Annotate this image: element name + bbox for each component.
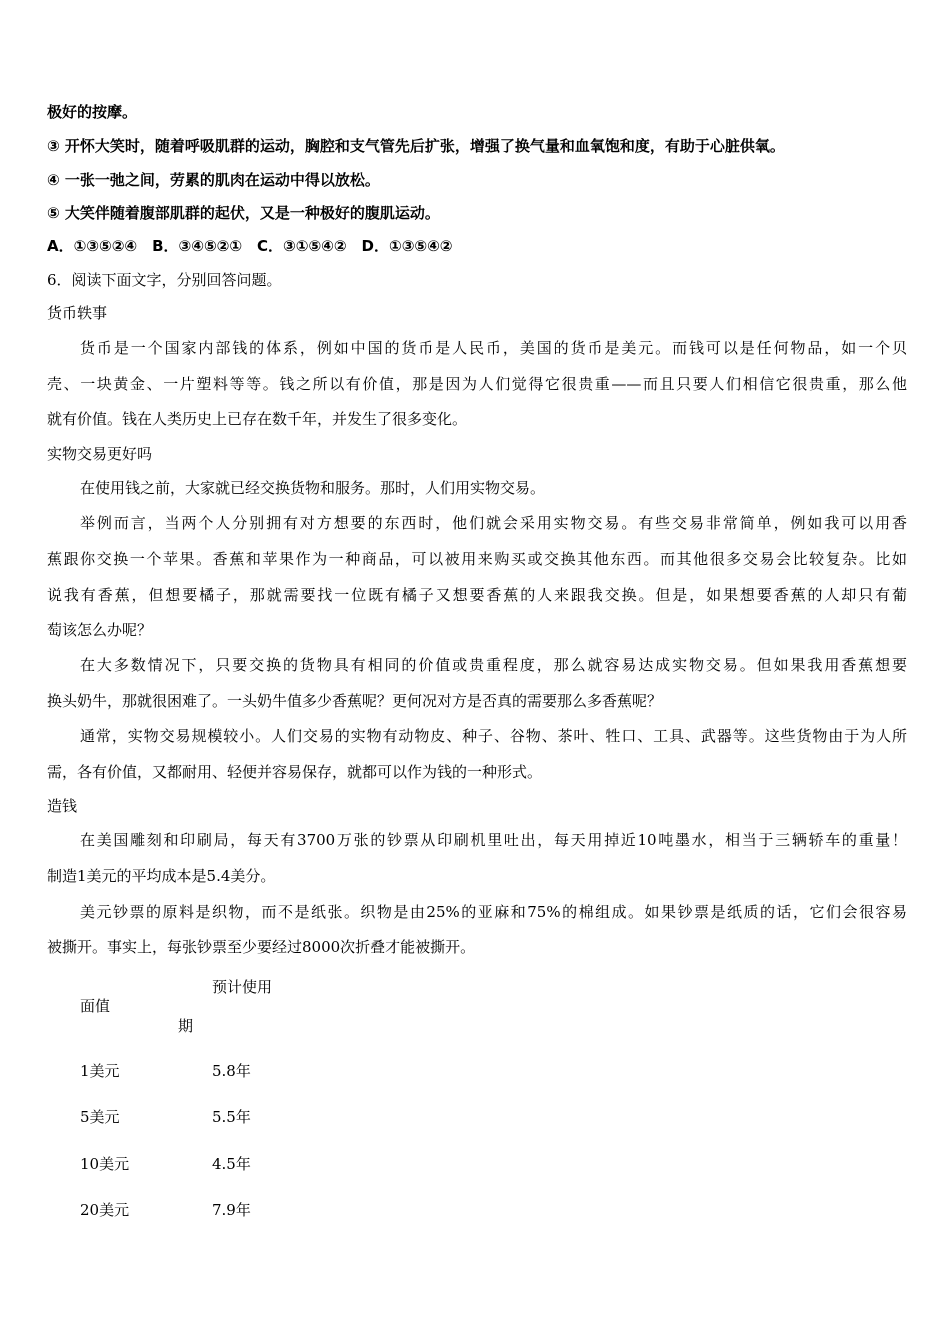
question-prompt: 6．阅读下面文字，分别回答问题。 [47, 271, 282, 289]
paragraph-line: 被撕开。事实上，每张钞票至少要经过8000次折叠才能被撕开。 [47, 938, 476, 956]
paragraph-line: 蕉跟你交换一个苹果。香蕉和苹果作为一种商品，可以被用来购买或交换其他东西。而其他很多交易会比较复杂。比如 [47, 550, 907, 568]
paragraph-line: 说我有香蕉，但想要橘子，那就需要找一位既有橘子又想要香蕉的人来跟我交换。但是，如果想要香蕉的人却只有葡 [47, 586, 907, 604]
table-cell-lifespan: 5.8年 [212, 1062, 251, 1080]
paragraph-line: 在大多数情况下，只要交换的货物具有相同的价值或贵重程度，那么就容易达成实物交易。但如果我用香蕉想要 [80, 656, 907, 674]
table-cell-denomination: 20美元 [80, 1201, 130, 1219]
paragraph-line: 在使用钱之前，大家就已经交换货物和服务。那时，人们用实物交易。 [80, 479, 546, 497]
paragraph-line: 通常，实物交易规模较小。人们交易的实物有动物皮、种子、谷物、茶叶、牲口、工具、武器等。这些货物由于为人所 [80, 727, 907, 745]
paragraph-line: 需，各有价值，又都耐用、轻便并容易保存，就都可以作为钱的一种形式。 [47, 763, 543, 781]
table-cell-lifespan: 7.9年 [212, 1201, 251, 1219]
bold-line-1: 极好的按摩。 [47, 103, 138, 121]
table-cell-denomination: 10美元 [80, 1155, 130, 1173]
paragraph-line: 举例而言，当两个人分别拥有对方想要的东西时，他们就会采用实物交易。有些交易非常简单，例如我可以用香 [80, 514, 907, 532]
table-cell-denomination: 5美元 [80, 1108, 120, 1126]
paragraph-line: 换头奶牛，那就很困难了。一头奶牛值多少香蕉呢？更何况对方是否真的需要那么多香蕉呢？ [47, 692, 663, 710]
table-header-lifespan: 预计使用 [212, 978, 273, 996]
answer-options: A．①③⑤②④ B．③④⑤②① C．③①⑤④② D．①③⑤④② [47, 237, 453, 255]
paragraph-line: 壳、一块黄金、一片塑料等等。钱之所以有价值，那是因为人们觉得它很贵重——而且只要人们相信它很贵重，那么他 [47, 375, 907, 393]
bold-line-2: ③ 开怀大笑时，随着呼吸肌群的运动，胸腔和支气管先后扩张，增强了换气量和血氧饱和度，有助于心脏供氧。 [47, 137, 785, 155]
paragraph-line: 美元钞票的原料是织物，而不是纸张。织物是由25%的亚麻和75%的棉组成。如果钞票是纸质的话，它们会很容易 [80, 903, 907, 921]
paragraph-line: 萄该怎么办呢？ [47, 621, 153, 639]
table-cell-lifespan: 4.5年 [212, 1155, 251, 1173]
paragraph-line: 就有价值。钱在人类历史上已存在数千年，并发生了很多变化。 [47, 410, 468, 428]
table-header-lifespan-cont: 期 [178, 1017, 194, 1035]
section-heading: 造钱 [47, 797, 78, 815]
bold-line-3: ④ 一张一弛之间，劳累的肌肉在运动中得以放松。 [47, 171, 380, 189]
paragraph-line: 制造1美元的平均成本是5.4美分。 [47, 867, 276, 885]
paragraph-line: 在美国雕刻和印刷局，每天有3700万张的钞票从印刷机里吐出，每天用掉近10吨墨水，相当于三辆轿车的重量！ [80, 831, 907, 849]
table-cell-lifespan: 5.5年 [212, 1108, 251, 1126]
table-cell-denomination: 1美元 [80, 1062, 120, 1080]
bold-line-4: ⑤ 大笑伴随着腹部肌群的起伏，又是一种极好的腹肌运动。 [47, 204, 440, 222]
section-heading: 货币轶事 [47, 304, 108, 322]
paragraph-line: 货币是一个国家内部钱的体系，例如中国的货币是人民币，美国的货币是美元。而钱可以是任何物品，如一个贝 [80, 339, 907, 357]
section-heading: 实物交易更好吗 [47, 445, 153, 463]
table-header-denomination: 面值 [80, 997, 111, 1015]
